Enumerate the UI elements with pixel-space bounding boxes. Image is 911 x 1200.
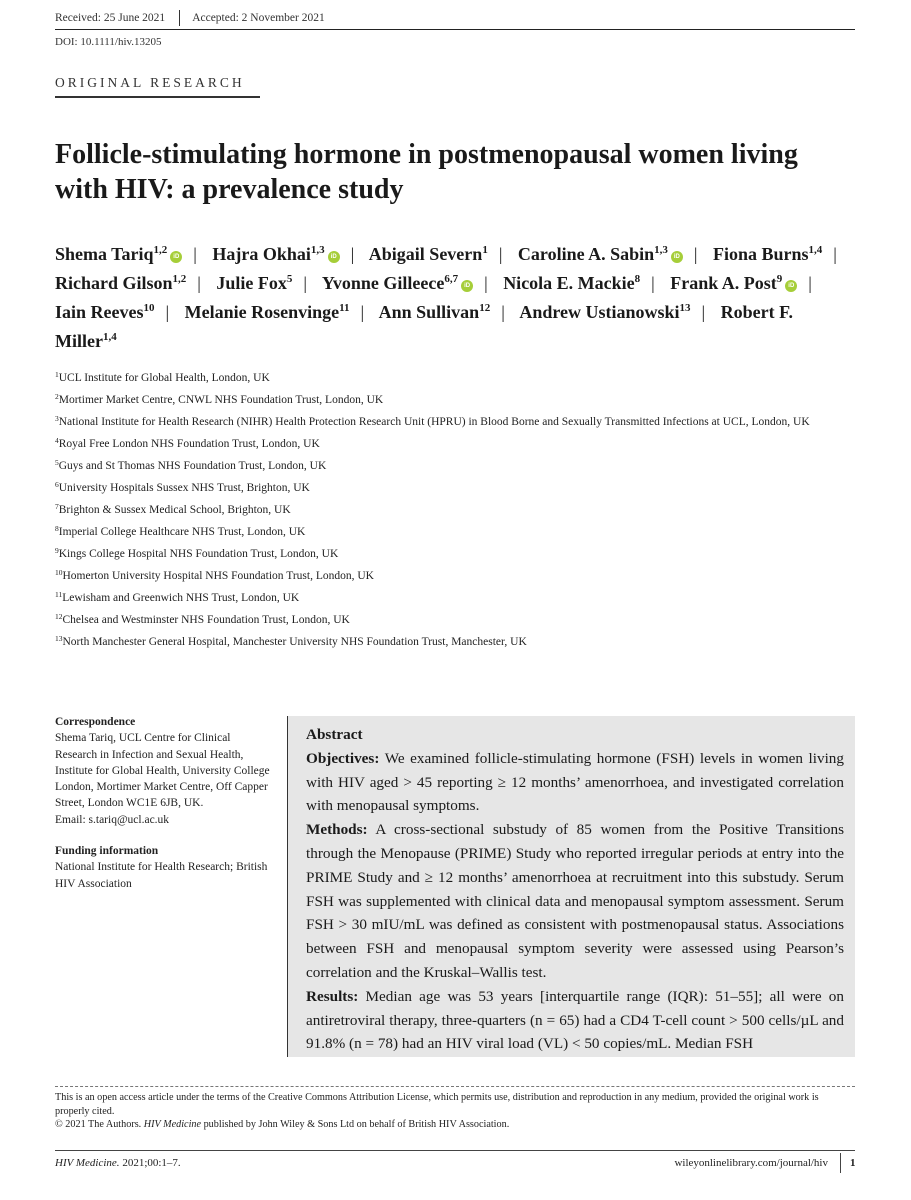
methods-text: A cross-sectional substudy of 85 women from the Positive Transitions through the Menopause (PRIME) Study who reported irregular periods at entry into the PRIME Study and ≥ 12 months’ amenorrhoea at recruitment into this substudy. Serum FSH was supplemented with clinical data and menopausal symptom assessment. Serum FSH > 30 mIU/mL was defined as consistent with postmenopausal status. Associations between FSH and menopausal symptom severity were assessed using Pearson’s correlation and the Kruskal–Wallis test. — [306, 821, 844, 981]
orcid-icon[interactable]: iD — [170, 251, 182, 263]
author-separator: | — [303, 273, 307, 293]
author-name-text: Robert F. Miller — [55, 302, 793, 351]
author-name[interactable] — [55, 273, 186, 293]
author-affiliation-sup: 9 — [776, 273, 783, 285]
author-list — [55, 240, 855, 356]
affiliation-item — [55, 591, 845, 606]
author-separator: | — [350, 244, 355, 264]
affiliation-number: 10 — [55, 568, 63, 577]
affiliation-text: Imperial College Healthcare NHS Trust, London, UK — [58, 526, 306, 538]
author-name-text: Andrew Ustianowski — [519, 302, 680, 322]
affiliation-item — [55, 525, 845, 540]
affiliation-item — [55, 393, 845, 408]
affiliation-item — [55, 371, 845, 386]
affiliation-number: 13 — [55, 634, 63, 643]
header-rule — [55, 29, 855, 30]
author-affiliation-sup: 5 — [286, 273, 293, 285]
article-info-sidebar — [55, 714, 270, 907]
author-affiliation-sup: 8 — [634, 273, 641, 285]
author-separator: | — [701, 302, 706, 322]
author-name-text: Shema Tariq — [55, 244, 154, 264]
page-number-divider — [840, 1153, 841, 1173]
author-affiliation-sup: 13 — [679, 302, 691, 314]
affiliation-item — [55, 635, 845, 650]
author-affiliation-sup: 1,2 — [172, 273, 187, 285]
author-name[interactable] — [518, 244, 683, 264]
affiliation-item — [55, 503, 845, 518]
affiliation-number: 7 — [55, 502, 59, 511]
affiliation-text: Brighton & Sussex Medical School, Brighton, UK — [58, 504, 291, 516]
author-separator: | — [833, 244, 837, 264]
affiliation-text: Chelsea and Westminster NHS Foundation Trust, London, UK — [62, 614, 350, 626]
abstract-results — [306, 985, 844, 1056]
affiliation-text: UCL Institute for Global Health, London, UK — [58, 372, 270, 384]
affiliation-list — [55, 371, 845, 657]
correspondence-heading: Correspondence — [55, 716, 136, 728]
author-separator: | — [360, 302, 365, 322]
affiliation-number: 1 — [55, 370, 59, 379]
author-name[interactable] — [379, 302, 491, 322]
author-name-text: Caroline A. Sabin — [517, 244, 655, 264]
received-date: Received: 25 June 2021 — [55, 12, 166, 24]
objectives-text: We examined follicle-stimulating hormone (FSH) levels in women living with HIV aged > 45 reporting ≥ 12 months’ amenorrhoea, and investigated correlation with menopausal symptoms. — [306, 749, 844, 815]
affiliation-number: 4 — [55, 436, 59, 445]
author-name-text: Iain Reeves — [55, 302, 144, 322]
license-text: This is an open access article under the terms of the Creative Commons Attribution License, which permits use, distribution and reproduction in any medium, provided the original work is properly cited. — [55, 1092, 819, 1117]
copyright-prefix: © 2021 The Authors. — [55, 1119, 142, 1130]
orcid-icon[interactable]: iD — [785, 280, 797, 292]
affiliation-text: Lewisham and Greenwich NHS Trust, London, UK — [62, 592, 300, 604]
affiliation-item — [55, 613, 845, 628]
received-accepted-header — [55, 10, 325, 26]
license-block — [55, 1091, 855, 1132]
license-divider — [55, 1086, 855, 1087]
section-underline — [55, 96, 260, 98]
author-name-text: Yvonne Gilleece — [321, 273, 445, 293]
author-name[interactable] — [369, 244, 488, 264]
affiliation-number: 5 — [55, 458, 59, 467]
author-name[interactable] — [216, 273, 292, 293]
copyright-suffix: published by John Wiley & Sons Ltd on behalf of British HIV Association. — [203, 1119, 510, 1130]
abstract-box — [287, 716, 855, 1057]
orcid-icon[interactable]: iD — [328, 251, 340, 263]
doi-link[interactable]: DOI: 10.1111/hiv.13205 — [55, 36, 162, 48]
correspondence-address: Shema Tariq, UCL Centre for Clinical Research in Infection and Sexual Health, Institute for Global Health, University College London, Mortimer Market Centre, Off Capper Street, London WC1E 6JB, UK. — [55, 732, 270, 810]
methods-label: Methods: — [306, 821, 368, 839]
funding-block — [55, 843, 270, 892]
author-name[interactable] — [55, 244, 182, 264]
affiliation-number: 11 — [55, 590, 63, 599]
affiliation-text: North Manchester General Hospital, Manchester University NHS Foundation Trust, Manchester, UK — [62, 636, 527, 648]
author-affiliation-sup: 1,2 — [153, 244, 168, 256]
abstract-content — [306, 723, 844, 1056]
footer-rule — [55, 1150, 855, 1151]
affiliation-item — [55, 459, 845, 474]
author-name[interactable] — [322, 273, 473, 293]
author-name-text: Richard Gilson — [55, 273, 173, 293]
author-name-text: Hajra Okhai — [212, 244, 311, 264]
author-affiliation-sup: 1,3 — [310, 244, 325, 256]
results-label: Results: — [306, 987, 359, 1005]
author-separator: | — [197, 273, 201, 293]
affiliation-text: National Institute for Health Research (NIHR) Health Protection Research Unit (HPRU) in Blood Borne and Sexually Transmitted Infections at UCL, London, UK — [58, 416, 810, 428]
affiliation-item — [55, 569, 845, 584]
journal-website-link[interactable]: wileyonlinelibrary.com/journal/hiv — [674, 1157, 828, 1169]
author-affiliation-sup: 6,7 — [444, 273, 459, 285]
abstract-heading: Abstract — [306, 726, 363, 743]
affiliation-text: Homerton University Hospital NHS Foundation Trust, London, UK — [62, 570, 374, 582]
abstract-methods — [306, 818, 844, 985]
copyright-line — [55, 1118, 855, 1132]
author-name[interactable] — [519, 302, 690, 322]
affiliation-text: University Hospitals Sussex NHS Trust, Brighton, UK — [58, 482, 310, 494]
orcid-icon[interactable]: iD — [671, 251, 683, 263]
author-separator: | — [651, 273, 655, 293]
author-name-text: Melanie Rosenvinge — [184, 302, 340, 322]
author-separator: | — [165, 302, 170, 322]
author-affiliation-sup: 12 — [479, 302, 491, 314]
author-affiliation-sup: 10 — [143, 302, 155, 314]
author-name-text: Frank A. Post — [670, 273, 777, 293]
author-separator: | — [484, 273, 488, 293]
journal-citation — [55, 1157, 181, 1169]
author-separator: | — [498, 244, 503, 264]
author-affiliation-sup: 1 — [482, 244, 488, 256]
author-name[interactable] — [185, 302, 350, 322]
copyright-journal: HIV Medicine — [143, 1119, 202, 1130]
funding-text: National Institute for Health Research; British HIV Association — [55, 861, 268, 890]
author-name-text: Abigail Severn — [368, 244, 483, 264]
author-name[interactable] — [55, 302, 155, 322]
results-text: Median age was 53 years [interquartile range (IQR): 51–55]; all were on antiretroviral therapy, three-quarters (n = 65) had a CD4 T-cell count > 500 cells/µL and 91.8% (n = 78) had an HIV viral load (VL) < 50 copies/mL. Median FSH — [306, 987, 844, 1053]
author-separator: | — [193, 244, 197, 264]
correspondence-block — [55, 714, 270, 828]
author-name-text: Ann Sullivan — [378, 302, 480, 322]
author-separator: | — [808, 273, 812, 293]
funding-heading: Funding information — [55, 845, 159, 858]
affiliation-number: 6 — [55, 480, 59, 489]
author-name-text: Nicola E. Mackie — [503, 273, 635, 293]
affiliation-text: Royal Free London NHS Foundation Trust, London, UK — [58, 438, 320, 450]
author-affiliation-sup: 11 — [339, 302, 350, 314]
accepted-date: Accepted: 2 November 2021 — [192, 12, 325, 24]
author-affiliation-sup: 1,4 — [808, 244, 823, 256]
author-separator: | — [693, 244, 698, 264]
affiliation-text: Kings College Hospital NHS Foundation Trust, London, UK — [58, 548, 339, 560]
section-label: ORIGINAL RESEARCH — [55, 75, 245, 90]
author-name[interactable] — [713, 244, 822, 264]
author-separator: | — [501, 302, 505, 322]
page-number: 1 — [850, 1157, 856, 1169]
author-affiliation-sup: 1,3 — [654, 244, 668, 256]
author-affiliation-sup: 1,4 — [102, 331, 117, 343]
affiliation-item — [55, 415, 845, 430]
abstract-left-rule — [287, 716, 288, 1057]
affiliation-item — [55, 547, 845, 562]
affiliation-number: 2 — [55, 392, 59, 401]
author-name-text: Julie Fox — [216, 273, 287, 293]
affiliation-number: 8 — [55, 524, 59, 533]
affiliation-text: Mortimer Market Centre, CNWL NHS Foundation Trust, London, UK — [58, 394, 384, 406]
affiliation-text: Guys and St Thomas NHS Foundation Trust, London, UK — [58, 460, 327, 472]
affiliation-number: 3 — [55, 414, 59, 423]
header-divider — [179, 10, 180, 26]
objectives-label: Objectives: — [306, 749, 380, 767]
abstract-objectives — [306, 747, 844, 818]
orcid-icon[interactable]: iD — [461, 280, 473, 292]
journal-name: HIV Medicine. — [55, 1157, 120, 1169]
affiliation-number: 9 — [55, 546, 59, 555]
affiliation-item — [55, 437, 845, 452]
journal-volume: 2021;00:1–7. — [122, 1157, 181, 1169]
affiliation-number: 12 — [55, 612, 63, 621]
author-name[interactable] — [670, 273, 797, 293]
author-name[interactable] — [212, 244, 339, 264]
correspondence-email[interactable]: Email: s.tariq@ucl.ac.uk — [55, 813, 170, 826]
author-name-text: Fiona Burns — [713, 244, 809, 264]
article-title: Follicle-stimulating hormone in postmenopausal women living with HIV: a prevalence study — [55, 139, 798, 205]
affiliation-item — [55, 481, 845, 496]
author-name[interactable] — [503, 273, 640, 293]
